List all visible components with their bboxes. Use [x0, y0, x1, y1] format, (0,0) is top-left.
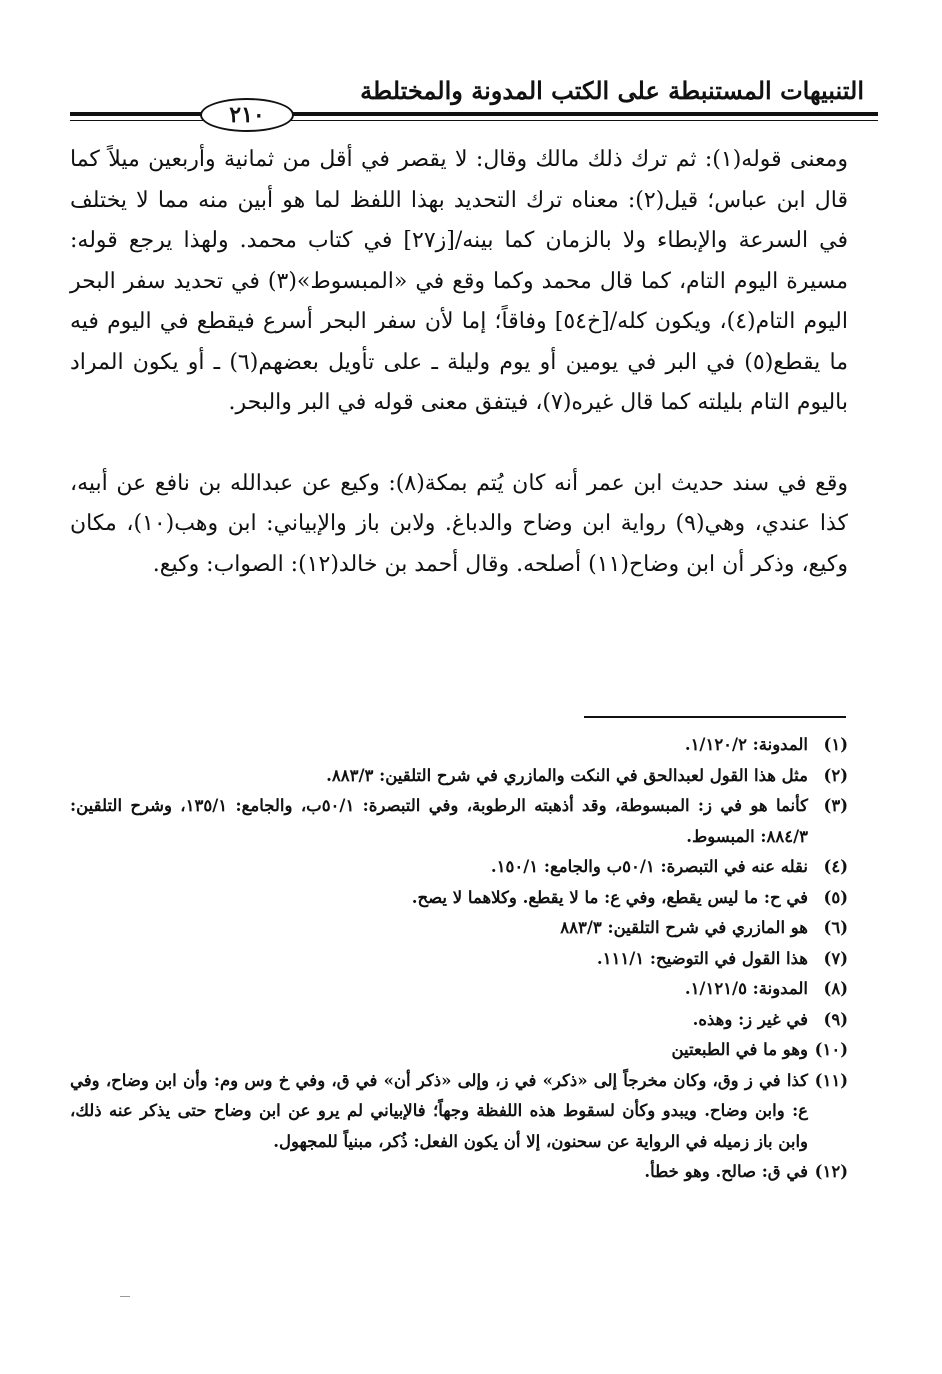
footnote-item — [70, 913, 848, 944]
footnote-number: (١١) — [814, 1070, 848, 1090]
footnote-item — [70, 852, 848, 883]
page-header — [70, 74, 878, 134]
footnote-text: في ح: ما ليس يقطع، وفي ع: ما لا يقطع. وكلاهما لا يصح. — [411, 887, 808, 907]
running-title: التنبيهات المستنبطة على الكتب المدونة والمختلطة — [360, 76, 864, 105]
paragraph: وقع في سند حديث ابن عمر أنه كان يُتم بمكة(٨): وكيع عن عبدالله بن نافع عن أبيه، كذا عندي، وهي(٩) رواية ابن وضاح والدباغ. ولابن باز والإبياني: ابن وهب(١٠)، مكان وكيع، وذكر أن ابن وضاح(١١) أصلحه. وقال أحمد بن خالد(١٢): الصواب: وكيع. — [70, 470, 848, 577]
footnote-number: (٧) — [823, 948, 848, 968]
footnote-number: (٢) — [823, 765, 848, 785]
footnote-text: هذا القول في التوضيح: ١١١/١. — [596, 948, 808, 968]
footnote-number: (٦) — [823, 918, 848, 937]
footnote-number: (٩) — [823, 1009, 848, 1029]
footnote-number: (١٢) — [814, 1162, 848, 1181]
footnote-text: المدونة: ١/١٢٠/٢. — [684, 735, 808, 754]
footnote-text: نقله عنه في التبصرة: ٥٠/١ب والجامع: ١٥٠/١. — [490, 857, 808, 876]
page-number-badge — [200, 98, 294, 132]
footnote-text: المدونة: ١/١٢١/٥. — [684, 979, 808, 998]
footnote-text: في ق: صالح. وهو خطأ. — [644, 1162, 808, 1181]
footnote-item — [70, 730, 848, 761]
main-text — [70, 140, 848, 585]
footnotes — [70, 730, 848, 1188]
footnote-number: (٨) — [823, 979, 848, 998]
scan-mark — [120, 1296, 130, 1297]
footnote-number: (٥) — [823, 887, 848, 907]
paragraph: ومعنى قوله(١): ثم ترك ذلك مالك وقال: لا يقصر في أقل من ثمانية وأربعين ميلاً كما قال ابن عباس؛ قيل(٢): معناه ترك التحديد بهذا اللفظ لما هو أبين منه مما لا يختلف في السرعة والإبطاء ولا بالزمان كما بينه/[ز٢٧] في كتاب محمد. ولهذا يرجع قوله: مسيرة اليوم التام، كما قال محمد وكما وقع في «المبسوط»(٣) في تحديد سفر البحر اليوم التام(٤)، ويكون كله/[خ٥٤] وفاقاً؛ إما لأن سفر البحر أسرع فيقطع في اليوم فيه ما يقطع(٥) في البر في يومين أو يوم وليلة ـ على تأويل بعضهم(٦) ـ أو يكون المراد باليوم التام بليلته كما قال غيره(٧)، فيتفق معنى قوله في البر والبحر. — [70, 147, 849, 415]
page-number: ٢١٠ — [229, 102, 265, 128]
footnote-item — [70, 761, 848, 792]
footnote-text: مثل هذا القول لعبدالحق في النكت والمازري في شرح التلقين: ٨٨٣/٣. — [326, 765, 808, 785]
header-rule-thick — [70, 112, 878, 116]
footnote-item — [70, 791, 848, 852]
footnote-item — [70, 1035, 848, 1066]
footnote-number: (٤) — [823, 857, 848, 876]
footnote-number: (١) — [823, 735, 848, 754]
footnote-item — [70, 1157, 848, 1188]
footnote-separator — [584, 716, 846, 718]
footnote-number: (٣) — [823, 796, 848, 815]
footnote-item — [70, 1066, 848, 1158]
footnote-item — [70, 883, 848, 914]
footnote-item — [70, 1005, 848, 1036]
footnote-text: وهو ما في الطبعتين — [671, 1040, 808, 1059]
footnote-text: كأنما هو في ز: المبسوطة، وقد أذهبته الرطوبة، وفي التبصرة: ٥٠/١ب، والجامع: ١٣٥/١، وشرح التلقين: ٨٨٤/٣: المبسوط. — [70, 796, 808, 846]
footnote-number: (١٠) — [814, 1040, 848, 1059]
footnote-text: هو المازري في شرح التلقين: ٨٨٣/٣ — [560, 918, 808, 937]
footnote-item — [70, 944, 848, 975]
footnote-text: كذا في ز وق، وكان مخرجاً إلى «ذكر» في ز، وإلى «ذكر أن» في ق، وفي خ وس وم: وأن ابن وضاح، وفي ع: وابن وضاح. ويبدو وكأن لسقوط هذه اللفظة وجهاً؛ فالإبياني لم يرو عن ابن وضاح حتى يذكر عنه ذلك، وابن باز زميله في الرواية عن سحنون، إلا أن يكون الفعل: ذُكر، مبنياً للمجهول. — [70, 1070, 808, 1151]
header-rule-thin — [70, 120, 878, 121]
footnote-item — [70, 974, 848, 1005]
footnote-text: في غير ز: وهذه. — [692, 1009, 808, 1029]
